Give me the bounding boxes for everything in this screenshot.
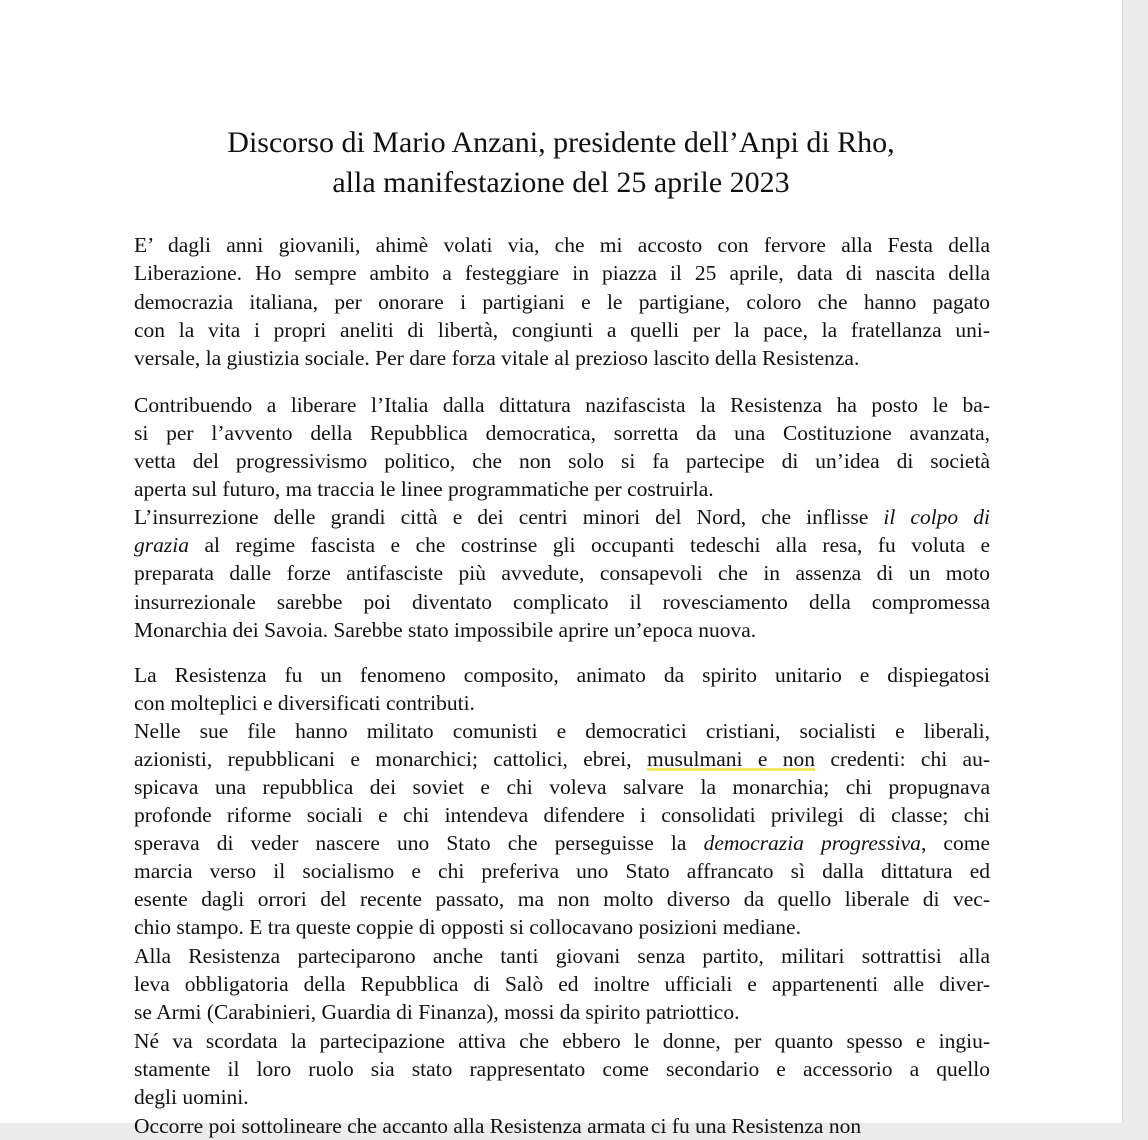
text-line: leva obbligatoria della Repubblica di Salò ed inoltre ufficiali e appartenenti alle diver- [134, 972, 990, 996]
text-line: democrazia italiana, per onorare i partigiani e le partigiane, coloro che hanno pagato [134, 290, 990, 314]
text-line: versale, la giustizia sociale. Per dare forza vitale al prezioso lascito della Resistenza. [134, 346, 860, 370]
highlighted-text: musulmani e non [646, 747, 816, 771]
text-line: Liberazione. Ho sempre ambito a festeggiare in piazza il 25 aprile, data di nascita della [134, 261, 990, 285]
text-line: marcia verso il socialismo e chi preferiva uno Stato affrancato sì dalla dittatura ed [134, 859, 990, 883]
text-segment: azionisti, repubblicani e monarchici; cattolici, ebrei, [134, 747, 632, 771]
text-line: esente dagli orrori del recente passato, ma non molto diverso da quello liberale di vec- [134, 887, 990, 911]
italic-text: grazia [134, 533, 189, 557]
text-line: Nelle sue file hanno militato comunisti e democratici cristiani, socialisti e liberali, [134, 719, 990, 743]
text-segment: L’insurrezione delle grandi città e dei centri minori del Nord, che inflisse [134, 505, 869, 529]
text-line [134, 531, 990, 559]
text-segment: credenti: chi au- [830, 747, 990, 771]
text-line: La Resistenza fu un fenomeno composito, animato da spirito unitario e dispiegatosi [134, 663, 990, 687]
document-title-line-1: Discorso di Mario Anzani, presidente dell’Anpi di Rho, [227, 126, 895, 159]
text-line: preparata dalle forze antifasciste più avvedute, consapevoli che in assenza di un moto [134, 561, 990, 585]
text-line: chio stampo. E tra queste coppie di opposti si collocavano posizioni mediane. [134, 915, 801, 939]
text-segment: al regime fascista e che costrinse gli occupanti tedeschi alla resa, fu voluta e [204, 533, 991, 557]
text-line: Monarchia dei Savoia. Sarebbe stato impossibile aprire un’epoca nuova. [134, 618, 757, 642]
italic-text: democrazia progressiva [703, 831, 921, 855]
text-line: stamente il loro ruolo sia stato rappresentato come secondario e accessorio a quello [134, 1057, 990, 1081]
text-line: Alla Resistenza parteciparono anche tanti giovani senza partito, militari sottrattisi alla [134, 944, 990, 968]
text-segment: sperava di veder nascere uno Stato che perseguisse la [134, 831, 687, 855]
text-line: vetta del progressivismo politico, che non solo si fa partecipe di un’idea di società [134, 449, 990, 473]
italic-text: il colpo di [883, 505, 990, 529]
text-line: insurrezionale sarebbe poi diventato complicato il rovesciamento della compromessa [134, 590, 990, 614]
text-line: si per l’avvento della Repubblica democratica, sorretta da una Costituzione avanzata, [134, 421, 990, 445]
text-line: Contribuendo a liberare l’Italia dalla dittatura nazifascista la Resistenza ha posto le ba- [134, 393, 990, 417]
text-line: con molteplici e diversificati contributi. [134, 691, 475, 715]
text-line: spicava una repubblica dei soviet e chi voleva salvare la monarchia; chi propugnava [134, 775, 990, 799]
text-segment: , come [920, 831, 990, 855]
text-line: profonde riforme sociali e chi intendeva difendere i consolidati privilegi di classe; chi [134, 803, 990, 827]
text-line-cut-off: Occorre poi sottolineare che accanto alla Resistenza armata ci fu una Resistenza non [134, 1114, 862, 1138]
text-line: E’ dagli anni giovanili, ahimè volati via, che mi accosto con fervore alla Festa della [134, 233, 990, 257]
text-line [134, 503, 990, 531]
text-line: con la vita i propri aneliti di libertà, congiunti a quelli per la pace, la fratellanza uni- [134, 318, 990, 342]
text-line: se Armi (Carabinieri, Guardia di Finanza), mossi da spirito patriottico. [134, 1000, 740, 1024]
text-line: degli uomini. [134, 1085, 249, 1109]
document-title-line-2: alla manifestazione del 25 aprile 2023 [332, 166, 790, 199]
text-line [134, 745, 990, 773]
text-line [134, 829, 990, 857]
text-line: Né va scordata la partecipazione attiva che ebbero le donne, per quanto spesso e ingiu- [134, 1029, 990, 1053]
text-line: aperta sul futuro, ma traccia le linee programmatiche per costruirla. [134, 477, 714, 501]
